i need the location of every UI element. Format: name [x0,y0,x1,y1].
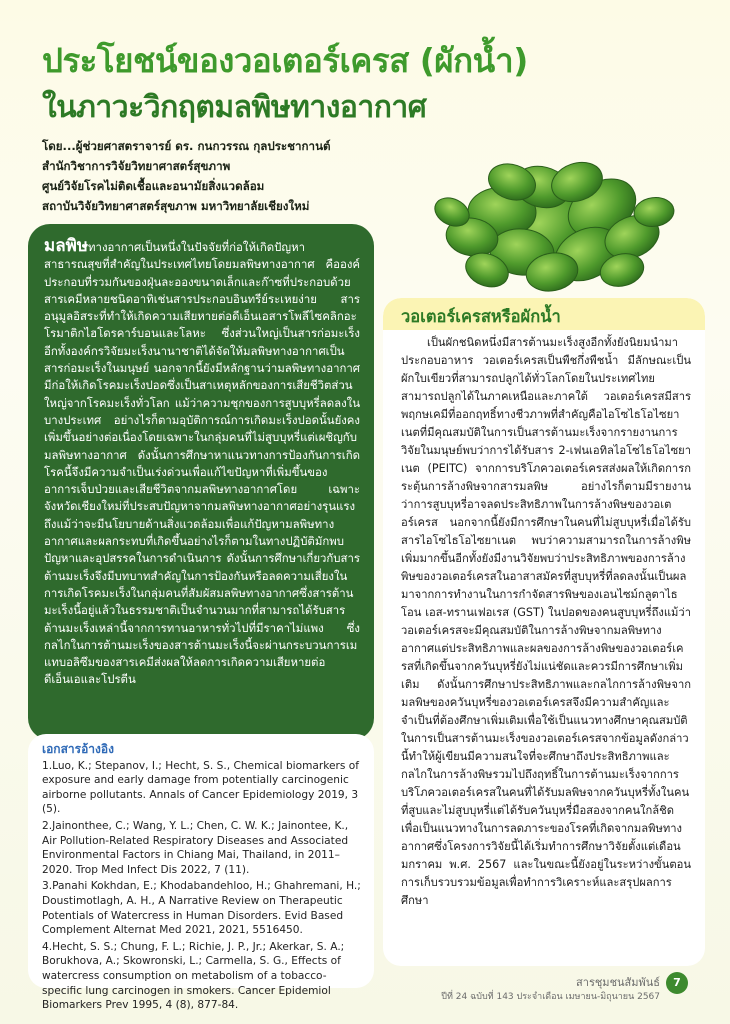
author-block [42,136,422,216]
journal-name: สารชุมชนสัมพันธ์ [576,976,660,989]
author-affiliation: ศูนย์วิจัยโรคไม่ติดเชื้อและอนามัยสิ่งแวดล้อม [42,179,265,193]
watercress-text: เป็นผักชนิดหนึ่งมีสารต้านมะเร็งสูงอีกทั้งยังนิยมนำมาประกอบอาหาร วอเตอร์เครสเป็นพืชกึ่งพืชน้ำ มีลักษณะเป็นผักใบเขียวที่สามารถปลูกได้ทั่วโลกโดยในประเทศไทยสามารถปลูกได้ในภาคเหนือและภาคใต้ วอเตอร์เครสมีสารพฤกษเคมีที่ออกฤทธิ์ทางชีวภาพที่สำคัญคือไอโซไธโอไซยาเนตที่มีคุณสมบัติในการเป็นสารต้านมะเร็งจากรายงานการวิจัยในมนุษย์พบว่าการได้รับสาร 2-เฟนเอทิลไอโซไธโอไซยาเนต (PEITC) จากการบริโภควอเตอร์เครสส่งผลให้เกิดการกระตุ้นการล้างพิษจากสารมลพิษ อย่างไรก็ตามมีรายงานว่าการสูบบุหรี่อาจลดประสิทธิภาพในการล้างพิษของวอเตอร์เครส นอกจากนี้ยังมีการศึกษาในคนที่ไม่สูบบุหรี่เมื่อได้รับสารไอโซไธโอไซยาเนต พบว่าความสามารถในการล้างพิษเพิ่มมากขึ้นอีกทั้งยังมีงานวิจัยพบว่าประสิทธิภาพของการล้างพิษของวอเตอร์เครสในอาสาสมัครที่สูบบุหรี่ที่ลดลงนั้นเป็นผลมาจากการทำงานในการกำจัดสารพิษของเอนไซม์กลูตาไธโอน เอส-ทรานเฟอเรส (GST) ในปอดของคนสูบบุหรี่ถึงแม้ว่าวอเตอร์เครสจะมีคุณสมบัติในการล้างพิษจากมลพิษทางอากาศแต่ประสิทธิภาพและผลของการล้างพิษของวอเตอร์เครสที่เกิดขึ้นจากควันบุหรี่ยังไม่แน่ชัดและควรมีการศึกษาเพิ่มเติม ดังนั้นการศึกษาประสิทธิภาพและกลไกการล้างพิษจากมลพิษของควันบุหรี่ของวอเตอร์เครสจึงมีความสำคัญและจำเป็นที่ต้องศึกษาเพิ่มเติมเพื่อใช้เป็นแนวทางศึกษาคุณสมบัติในการเป็นสารต้านมะเร็งของวอเตอร์เครสจากข้อมูลดังกล่าวนี้ทำให้ผู้เขียนมีความสนใจที่จะศึกษาถึงประสิทธิภาพและกลไกในการล้างพิษรวมไปถึงฤทธิ์ในการต้านมะเร็งจากการบริโภควอเตอร์เครสในคนที่ได้รับมลพิษจากควันบุหรี่ทั้งในคนที่สูบและไม่สูบบุหรี่แต่ได้รับควันบุหรี่มือสองจากคนใกล้ชิด เพื่อเป็นแนวทางในการลดภาระของโรคที่เกิดจากมลพิษทางอากาศซึ่งโครงการวิจัยนี้ได้เริ่มทำการศึกษาวิจัยตั้งแต่เดือนมกราคม พ.ศ. 2567 และในขณะนี้ยังอยู่ในระหว่างขั้นตอนการเก็บรวบรวมข้อมูลเพื่อทำการวิเคราะห์และสรุปผลการศึกษา [401,336,691,907]
watercress-panel [383,298,705,966]
watercress-illustration [392,142,712,310]
article-title-line1: ประโยชน์ของวอเตอร์เครส (ผักน้ำ) [42,41,528,80]
reference-item: 3.Panahi Kokhdan, E.; Khodabandehloo, H.; Ghahremani, H.; Doustimotlagh, A. H., A Narrative Review on Therapeutic Potentials of Watercress in Human Disorders. Evid Based Complement Alternat Med 2021, 2021, 5516450. [42,880,361,937]
issue-info: ปีที่ 24 ฉบับที่ 143 ประจำเดือน เมษายน-มิถุนายน 2567 [441,992,660,1002]
intro-text: ทางอากาศเป็นหนึ่งในปัจจัยที่ก่อให้เกิดปัญหาสาธารณสุขที่สำคัญในประเทศไทยโดยมลพิษทางอากาศ คือองค์ประกอบที่รวมกันของฝุ่นละอองขนาดเล็กและก๊าซที่ประกอบด้วยสารเคมีหลายชนิดอาทิเช่นสารประกอบอินทรีย์ระเหยง่าย สารอนุมูลอิสระที่ทำให้เกิดความเสียหายต่อดีเอ็นเอสารโพลีไซคลิกอะโรมาติกไฮโดรคาร์บอนและโลหะ ซึ่งส่วนใหญ่เป็นสารก่อมะเร็ง อีกทั้งองค์กรวิจัยมะเร็งนานาชาติได้จัดให้มลพิษทางอากาศเป็นสารก่อมะเร็งในมนุษย์ นอกจากนี้ยังมีหลักฐานว่ามลพิษทางอากาศมีก่อให้เกิดโรคมะเร็งปอดซึ่งเป็นสาเหตุหลักของการเสียชีวิตส่วนใหญ่จากโรคมะเร็งทั่วโลก แม้ว่าความชุกของการสูบบุหรี่ลดลงในบางประเทศ อย่างไรก็ตามอุบัติการณ์การเกิดมะเร็งปอดนั้นยังคงเพิ่มขึ้นอย่างต่อเนื่องโดยเฉพาะในกลุ่มคนที่ไม่สูบบุหรี่แต่เผชิญกับมลพิษทางอากาศ ดังนั้นการศึกษาหาแนวทางการป้องกันการเกิดโรคนี้จึงมีความจำเป็นเร่งด่วนเพื่อแก้ไขปัญหาที่เพิ่มขึ้นของอาการเจ็บป่วยและเสียชีวิตจากมลพิษทางอากาศโดย เฉพาะจังหวัดเชียงใหม่ที่ประสบปัญหาจากมลพิษทางอากาศอย่างรุนแรง ถึงแม้ว่าจะมีนโยบายด้านสิ่งแวดล้อมเพื่อแก้ปัญหามลพิษทางอากาศและผลกระทบที่เกิดขึ้นอย่างไรก็ตามในทางปฏิบัติมักพบปัญหาและอุปสรรคในการดำเนินการ ดังนั้นการศึกษาเกี่ยวกับสารต้านมะเร็งจึงมีบทบาทสำคัญในการป้องกันหรือลดความเสี่ยงในการเกิดโรคมะเร็งในกลุ่มคนที่สัมผัสมลพิษทางอากาศซึ่งสารต้านมะเร็งนี้อยู่แล้วในธรรมชาติเป็นจำนวนมากที่สามารถได้รับสารต้านมะเร็งเหล่านี้จากการทานอาหารทั่วไปที่มีราคาไม่แพง ซึ่งกลไกในการต้านมะเร็งของสารต้านมะเร็งนี้จะผ่านกระบวนการเมแทบอลิซึมของสารเคมีส่งผลให้ลดการเกิดความเสียหายต่อดีเอ็นเอและโปรตีน [44,240,360,687]
intro-lead-word: มลพิษ [44,236,89,256]
watercress-heading: วอเตอร์เครสหรือผักน้ำ [383,298,705,330]
reference-item: 2.Jainonthee, C.; Wang, Y. L.; Chen, C. W. K.; Jainontee, K., Air Pollution-Related Respiratory Diseases and Associated Environmental Factors in Chiang Mai, Thailand, in 2011–2020. Trop Med Infect Dis 2022, 7 (11). [42,819,349,876]
page-number: 7 [666,972,688,994]
author-affiliation: สำนักวิชาการวิจัยวิทยาศาสตร์สุขภาพ [42,159,231,173]
reference-item: 1.Luo, K.; Stepanov, I.; Hecht, S. S., Chemical biomarkers of exposure and early damage from potentially carcinogenic airborne pollutants. Annals of Cancer Epidemiology 2019, 3 (5). [42,759,360,816]
author-line: โดย...ผู้ช่วยศาสตราจารย์ ดร. กนกวรรณ กุลประชากานต์ [42,139,331,153]
author-affiliation: สถาบันวิจัยวิทยาศาสตร์สุขภาพ มหาวิทยาลัยเชียงใหม่ [42,199,310,213]
reference-item: 4.Hecht, S. S.; Chung, F. L.; Richie, J. P., Jr.; Akerkar, S. A.; Borukhova, A.; Skowronski, L.; Carmella, S. G., Effects of watercress consumption on metabolism of a tobacco-specific lung carcinogen in smokers. Cancer Epidemiol Biomarkers Prev 1995, 4 (8), 877-84. [42,940,345,1012]
intro-panel [28,224,374,740]
article-title-line2: ในภาวะวิกฤตมลพิษทางอากาศ [42,90,427,125]
references-panel [28,734,374,1012]
references-title: เอกสารอ้างอิง [42,742,114,756]
